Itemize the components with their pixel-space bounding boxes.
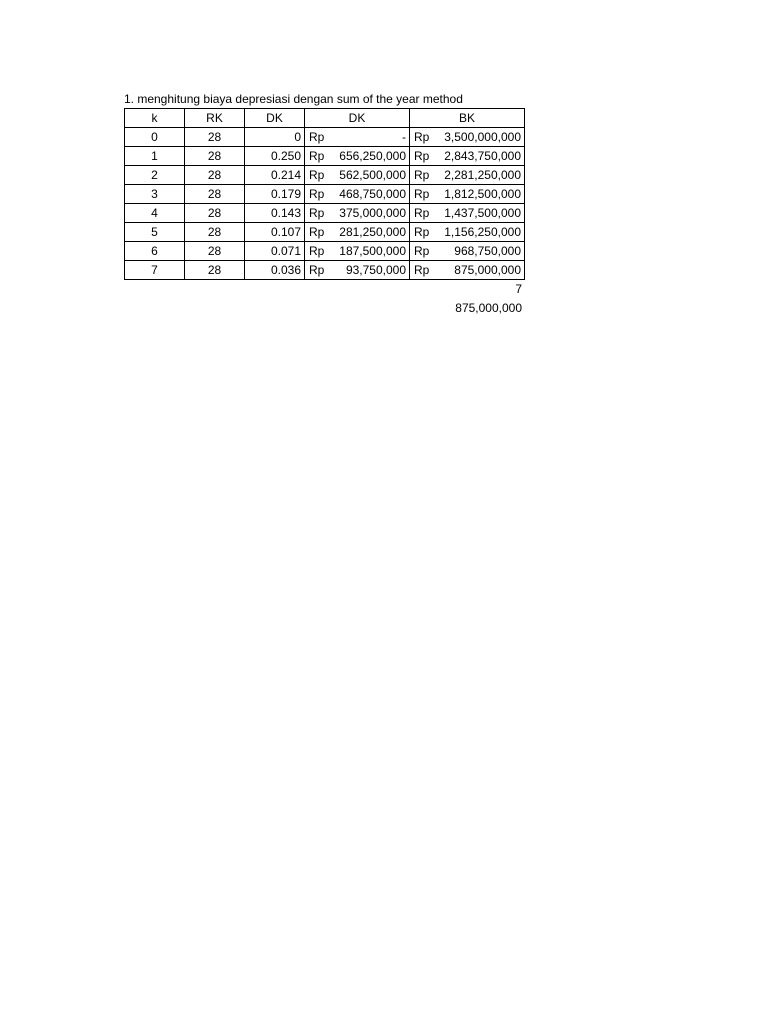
cell-k: 7 [125,261,185,280]
cell-rk: 28 [185,147,245,166]
currency-label: Rp [414,263,430,277]
amount-value: 1,812,500,000 [444,187,521,201]
currency-label: Rp [414,149,430,163]
cell-dk: 0.143 [245,204,305,223]
currency-label: Rp [414,244,430,258]
cell-dk: 0.071 [245,242,305,261]
currency-label: Rp [309,225,325,239]
cell-k: 5 [125,223,185,242]
amount-value: 968,750,000 [454,244,521,258]
cell-k: 1 [125,147,185,166]
currency-label: Rp [414,168,430,182]
cell-bk-amount [410,223,525,242]
currency-label: Rp [309,263,325,277]
currency-label: Rp [414,130,430,144]
amount-value: 2,843,750,000 [444,149,521,163]
table-row [125,147,525,166]
currency-label: Rp [309,149,325,163]
extra-cell-value: 875,000,000 [455,301,522,315]
cell-dk-amount [305,204,410,223]
cell-rk: 28 [185,166,245,185]
sheet-title: 1. menghitung biaya depresiasi dengan sum of the year method [124,92,463,106]
cell-rk: 28 [185,128,245,147]
amount-value: 562,500,000 [339,168,406,182]
cell-bk-amount [410,204,525,223]
amount-value: 1,156,250,000 [444,225,521,239]
header-bk: BK [410,109,525,128]
amount-value: 3,500,000,000 [444,130,521,144]
amount-value: 187,500,000 [339,244,406,258]
amount-value: 1,437,500,000 [444,206,521,220]
currency-label: Rp [414,206,430,220]
spreadsheet-area [124,90,524,318]
extra-cell-value: 7 [515,282,522,296]
table-row [125,204,525,223]
cell-k: 3 [125,185,185,204]
cell-dk-amount [305,242,410,261]
cell-bk-amount [410,147,525,166]
cell-dk-amount [305,128,410,147]
cell-rk: 28 [185,223,245,242]
currency-label: Rp [414,225,430,239]
amount-value: 2,281,250,000 [444,168,521,182]
amount-value: 875,000,000 [454,263,521,277]
table-row [125,185,525,204]
currency-label: Rp [309,168,325,182]
currency-label: Rp [309,206,325,220]
header-rk: RK [185,109,245,128]
cell-k: 4 [125,204,185,223]
cell-rk: 28 [185,261,245,280]
currency-label: Rp [309,187,325,201]
cell-dk-amount [305,147,410,166]
cell-dk: 0.250 [245,147,305,166]
header-dk-amount: DK [305,109,410,128]
currency-label: Rp [414,187,430,201]
cell-dk-amount [305,223,410,242]
amount-value: 93,750,000 [345,263,406,277]
cell-dk: 0.179 [245,185,305,204]
amount-value: 281,250,000 [339,225,406,239]
cell-rk: 28 [185,185,245,204]
cell-dk-amount [305,261,410,280]
cell-bk-amount [410,242,525,261]
cell-k: 0 [125,128,185,147]
cell-bk-amount [410,166,525,185]
table-row [125,128,525,147]
cell-rk: 28 [185,242,245,261]
currency-label: Rp [309,130,325,144]
table-row [125,261,525,280]
cell-k: 2 [125,166,185,185]
header-dk: DK [245,109,305,128]
cell-rk: 28 [185,204,245,223]
cell-dk: 0.214 [245,166,305,185]
cell-bk-amount [410,185,525,204]
cell-dk-amount [305,185,410,204]
cell-k: 6 [125,242,185,261]
depreciation-table [124,108,525,280]
table-row [125,166,525,185]
table-row [125,242,525,261]
currency-label: Rp [309,244,325,258]
amount-value: 656,250,000 [339,149,406,163]
amount-value: 375,000,000 [339,206,406,220]
amount-value: 468,750,000 [339,187,406,201]
cell-dk: 0.036 [245,261,305,280]
amount-value: - [402,130,406,144]
cell-bk-amount [410,128,525,147]
cell-bk-amount [410,261,525,280]
cell-dk: 0.107 [245,223,305,242]
table-header-row [125,109,525,128]
table-row [125,223,525,242]
cell-dk: 0 [245,128,305,147]
cell-dk-amount [305,166,410,185]
header-k: k [125,109,185,128]
